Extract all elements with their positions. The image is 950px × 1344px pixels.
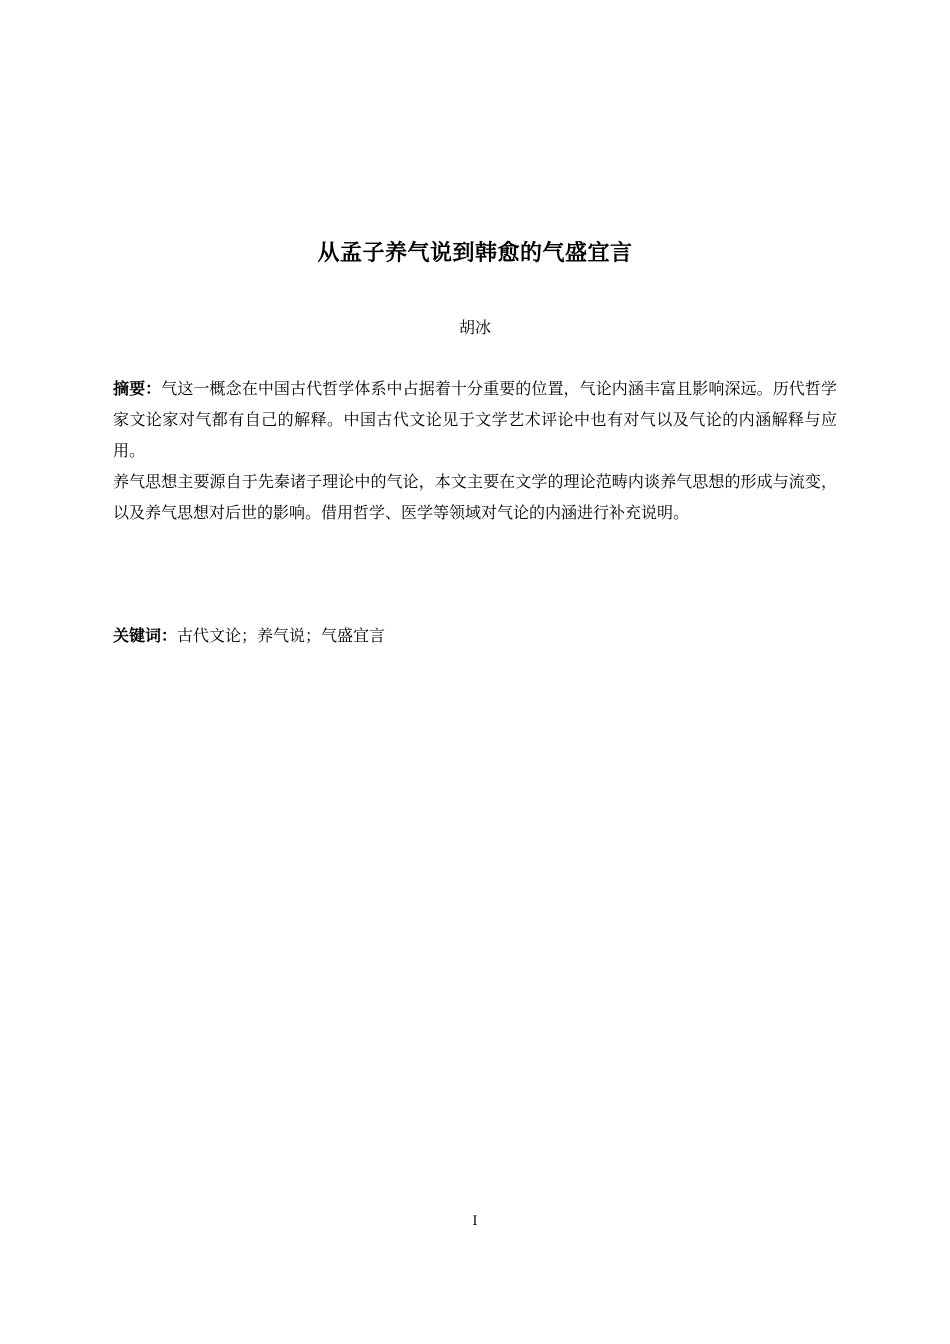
abstract-section xyxy=(113,373,837,528)
abstract-label: 摘要： xyxy=(113,379,162,398)
keywords-section xyxy=(113,620,837,651)
abstract-paragraph-1 xyxy=(113,373,837,466)
abstract-text-1: 气这一概念在中国古代哲学体系中占据着十分重要的位置，气论内涵丰富且影响深远。历代哲学家文论家对气都有自己的解释。中国古代文论见于文学艺术评论中也有对气以及气论的内涵解释与应用。 xyxy=(113,379,837,460)
abstract-paragraph-2: 养气思想主要源自于先秦诸子理论中的气论，本文主要在文学的理论范畴内谈养气思想的形成与流变，以及养气思想对后世的影响。借用哲学、医学等领域对气论的内涵进行补充说明。 xyxy=(113,472,837,522)
paper-title: 从孟子养气说到韩愈的气盛宜言 xyxy=(317,241,633,266)
page-number: I xyxy=(472,1214,478,1229)
author-name: 胡冰 xyxy=(458,318,491,337)
keywords-label: 关键词： xyxy=(113,626,178,645)
keywords-text: 古代文论；养气说；气盛宜言 xyxy=(177,626,386,645)
